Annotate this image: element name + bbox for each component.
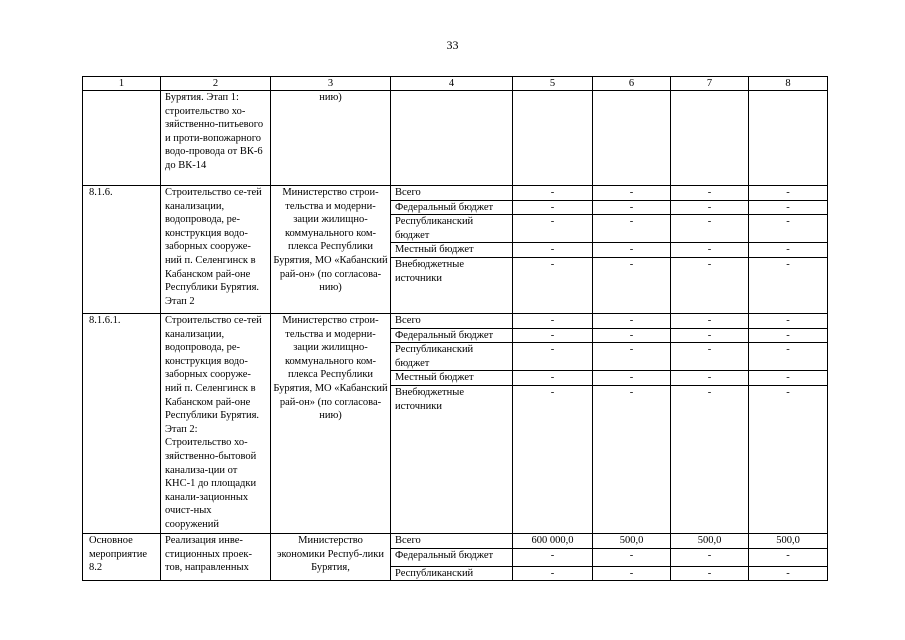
value-cell: - [513, 257, 593, 313]
col-header-8: 8 [749, 77, 828, 91]
source-label: Местный бюджет [391, 243, 513, 258]
value-cell: - [749, 243, 828, 258]
value-cell: 500,0 [593, 533, 671, 548]
value-cell: - [513, 186, 593, 201]
cont-name: Бурятия. Этап 1: строительство хо-зяйственно-питьевого и проти-вопожарного водо-провода от ВК-6 до ВК-14 [161, 91, 271, 186]
source-label: Всего [391, 533, 513, 548]
value-cell: - [593, 215, 671, 243]
value-cell: - [671, 200, 749, 215]
value-cell: - [671, 566, 749, 581]
value-cell: - [513, 200, 593, 215]
row-name: Строительство се-тей канализации, водопровода, ре-конструкция водо-заборных сооруже-ний п. Селенгинск в Кабанском рай-оне Республики Бурятия. Этап 2: Строительство хо-зяйственно-бытовой канализа-ции от КНС-1 до площадки канали-зационных очист-ных сооружений [161, 313, 271, 533]
cont-executor: нию) [271, 91, 391, 186]
table-row [83, 313, 828, 328]
source-label: Республиканский [391, 566, 513, 581]
source-label: Республиканский бюджет [391, 343, 513, 371]
row-name: Строительство се-тей канализации, водопровода, ре-конструкция водо-заборных сооруже-ний п. Селенгинск в Кабанском рай-оне Республики Бурятия. Этап 2 [161, 186, 271, 314]
value-cell: - [749, 566, 828, 581]
value-cell: - [593, 243, 671, 258]
value-cell: 600 000,0 [513, 533, 593, 548]
value-cell: - [671, 343, 749, 371]
value-cell: - [671, 186, 749, 201]
value-cell: - [513, 328, 593, 343]
value-cell: - [749, 200, 828, 215]
col-header-2: 2 [161, 77, 271, 91]
value-cell: - [749, 313, 828, 328]
value-cell: - [593, 548, 671, 566]
source-label: Внебюджетные источники [391, 257, 513, 313]
col-header-7: 7 [671, 77, 749, 91]
value-cell: - [749, 257, 828, 313]
value-cell: - [593, 371, 671, 386]
source-label: Республиканский бюджет [391, 215, 513, 243]
source-label: Федеральный бюджет [391, 548, 513, 566]
col-header-4: 4 [391, 77, 513, 91]
table-row [83, 533, 828, 548]
value-cell: - [749, 385, 828, 533]
column-number-row [83, 77, 828, 91]
value-cell: - [593, 200, 671, 215]
value-cell: - [749, 548, 828, 566]
value-cell: - [513, 566, 593, 581]
row-code: 8.1.6.1. [83, 313, 161, 533]
value-cell: - [593, 313, 671, 328]
col-header-5: 5 [513, 77, 593, 91]
value-cell: - [749, 343, 828, 371]
value-cell: - [671, 257, 749, 313]
value-cell: - [513, 313, 593, 328]
value-cell: - [749, 371, 828, 386]
source-label: Всего [391, 313, 513, 328]
source-label: Федеральный бюджет [391, 328, 513, 343]
row-executor: Министерство экономики Респуб-лики Бурятия, [271, 533, 391, 580]
value-cell: - [513, 343, 593, 371]
value-cell: - [749, 186, 828, 201]
col-header-6: 6 [593, 77, 671, 91]
value-cell: - [671, 328, 749, 343]
value-cell: - [671, 371, 749, 386]
value-cell: - [671, 243, 749, 258]
source-label: Федеральный бюджет [391, 200, 513, 215]
value-cell: - [513, 371, 593, 386]
page-number: 33 [446, 38, 459, 52]
value-cell: - [593, 343, 671, 371]
cont-code [83, 91, 161, 186]
budget-table [82, 76, 828, 581]
row-name: Реализация инве-стиционных проек-тов, направленных [161, 533, 271, 580]
col-header-3: 3 [271, 77, 391, 91]
row-executor: Министерство строи-тельства и модерни-зации жилищно-коммунального ком-плекса Республики Бурятия, МО «Кабанский рай-он» (по согласова-нию) [271, 313, 391, 533]
value-cell: - [749, 215, 828, 243]
value-cell: - [513, 385, 593, 533]
source-label: Внебюджетные источники [391, 385, 513, 533]
value-cell: - [513, 215, 593, 243]
value-cell: - [671, 385, 749, 533]
source-label: Всего [391, 186, 513, 201]
value-cell: - [671, 548, 749, 566]
row-code: Основное мероприятие 8.2 [83, 533, 161, 580]
value-cell: - [593, 257, 671, 313]
row-executor: Министерство строи-тельства и модерни-зации жилищно-коммунального ком-плекса Республики Бурятия, МО «Кабанский рай-он» (по согласова-нию) [271, 186, 391, 314]
value-cell: - [749, 328, 828, 343]
value-cell: - [593, 186, 671, 201]
table-row [83, 186, 828, 201]
value-cell: 500,0 [671, 533, 749, 548]
value-cell: 500,0 [749, 533, 828, 548]
value-cell: - [593, 566, 671, 581]
value-cell: - [513, 548, 593, 566]
value-cell: - [593, 328, 671, 343]
col-header-1: 1 [83, 77, 161, 91]
value-cell: - [513, 243, 593, 258]
value-cell: - [593, 385, 671, 533]
continuation-row [83, 91, 828, 186]
value-cell: - [671, 313, 749, 328]
value-cell: - [671, 215, 749, 243]
source-label: Местный бюджет [391, 371, 513, 386]
row-code: 8.1.6. [83, 186, 161, 314]
